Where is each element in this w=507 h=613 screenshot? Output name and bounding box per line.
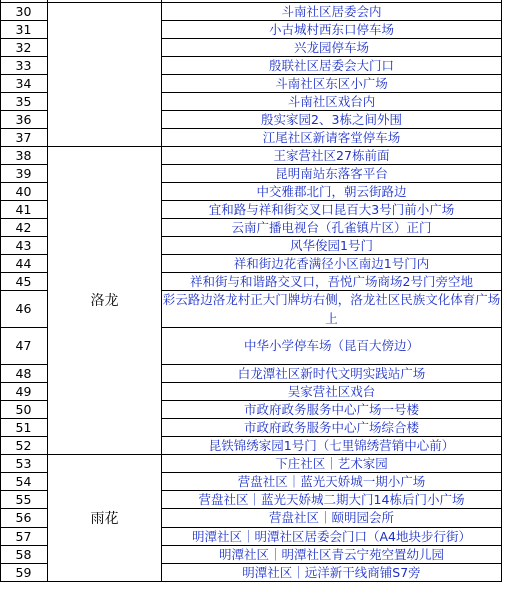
row-number: 43 [15,237,32,253]
location-cell: 兴龙园停车场 [293,39,369,55]
location-cell: 斗南社区戏台内 [287,93,376,109]
row-number: 46 [15,301,32,316]
row-number: 34 [15,75,32,91]
location-cell: 白龙潭社区新时代文明实践站广场 [237,365,426,381]
location-cell: 祥和街与和谐路交叉口，吾悦广场商场2号门旁空地 [190,273,473,289]
location-cell: 吴家营社区戏台 [287,383,376,399]
row-number: 32 [15,39,32,55]
location-cell: 殷联社区居委会大门口 [268,57,394,73]
location-cell: 云南广播电视台（孔雀镇片区）正门 [231,219,432,235]
row-number: 56 [15,510,32,525]
location-cell: 殷实家园2、3栋之间外围 [261,111,402,127]
row-number: 39 [15,165,32,181]
location-cell: 王家营社区27栋前面 [273,147,390,163]
location-cell: 昆明南站东落客平台 [275,165,388,181]
row-number: 59 [15,564,32,580]
row-number: 48 [15,365,32,381]
location-cell: 祥和街边花香满径小区南边1号门内 [233,255,430,271]
location-cell: 宜和路与祥和街交叉口昆百大3号门前小广场 [208,201,455,217]
location-cell: 市政府政务服务中心广场综合楼 [243,419,419,435]
row-number: 54 [15,473,32,489]
row-number: 57 [15,528,32,544]
row-number: 52 [15,437,32,453]
location-cell: 营盘社区｜蓝光天娇城一期小广场 [237,473,426,489]
row-number: 42 [15,219,32,235]
row-number: 50 [15,401,32,417]
row-number: 49 [15,383,32,399]
location-cell: 昆铁锦绣家园1号门（七里锦绣营销中心前） [208,437,455,453]
row-number: 35 [15,93,32,109]
location-cell: 小古城村西东口停车场 [268,21,394,37]
district-cell: 洛龙 [90,293,119,309]
location-cell: 下庄社区｜艺术家园 [275,455,388,471]
location-cell: 明潭社区｜明潭社区居委会门口（A4地块步行街） [191,528,471,544]
location-cell: 风华俊园1号门 [290,237,373,253]
district-cell: 雨花 [90,510,119,527]
location-cell: 江尾社区新请客堂停车场 [262,129,401,145]
row-number: 41 [15,201,32,217]
location-cell: 营盘社区｜颐明园会所 [268,510,394,525]
row-number: 45 [15,273,32,289]
location-cell: 彩云路边洛龙村正大门牌坊右侧，洛龙社区民族文化体育广场上 [162,291,501,326]
row-number: 53 [15,455,32,471]
row-number: 30 [15,3,32,19]
row-number: 44 [15,255,32,271]
location-cell: 营盘社区｜蓝光天娇城二期大门14栋后门小广场 [198,491,465,507]
row-number: 33 [15,57,32,73]
location-cell: 中华小学停车场（昆百大傍边） [243,338,419,353]
location-cell: 明潭社区｜明潭社区青云宁苑空置幼儿园 [218,546,444,562]
row-number: 36 [15,111,32,127]
location-cell: 中交雅郡北门，朝云街路边 [256,183,407,199]
location-cell: 斗南社区居委会内 [281,3,382,19]
location-cell: 市政府政务服务中心广场一号楼 [243,401,419,417]
row-number: 38 [15,147,32,163]
row-number: 47 [15,338,32,353]
location-cell: 明潭社区｜远洋新干线商铺S7旁 [242,564,421,580]
row-number: 31 [15,21,32,37]
row-number: 55 [15,491,32,507]
row-number: 58 [15,546,32,562]
row-number: 37 [15,129,32,145]
location-cell: 斗南社区东区小广场 [275,75,388,91]
row-number: 51 [15,419,32,435]
row-number: 40 [15,183,32,199]
